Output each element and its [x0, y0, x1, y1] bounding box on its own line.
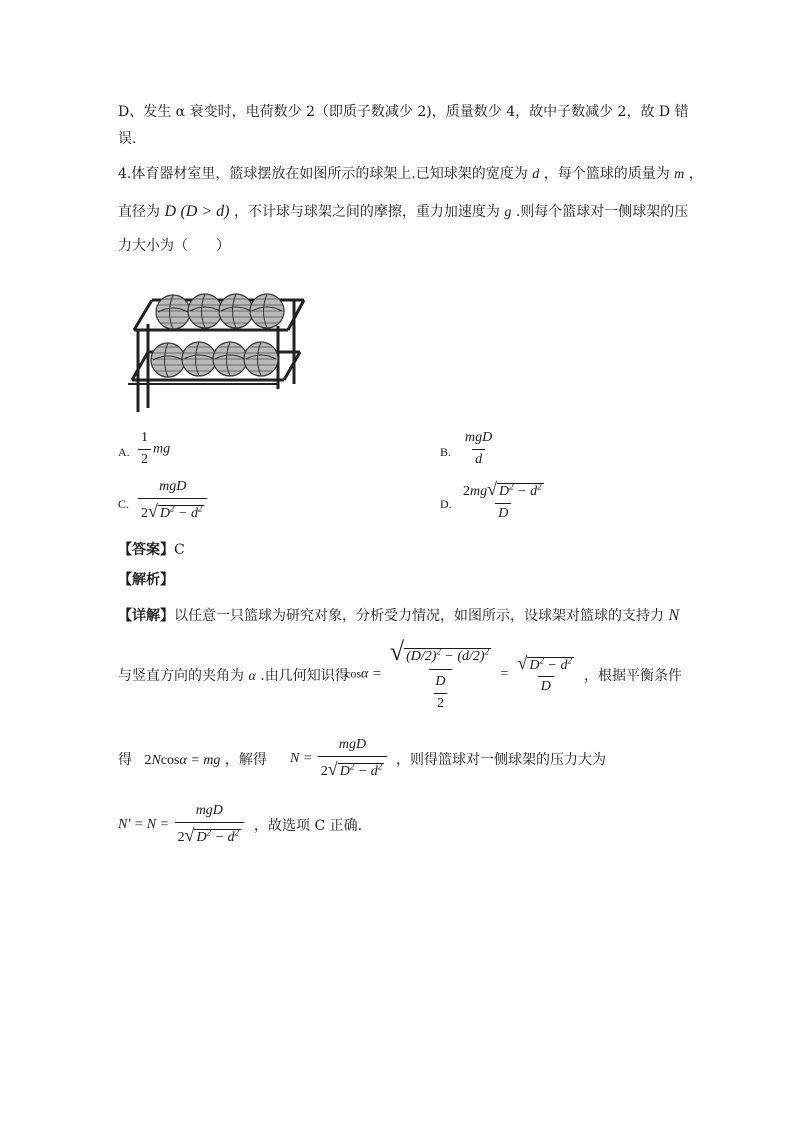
basketball-rack-figure [128, 284, 310, 412]
analysis-line: ，故选项 C 正确. [254, 818, 363, 834]
option-c-formula: $\frac{\text{mgD}}{2√ D^2 - d^2}$ [136, 479, 209, 523]
cos-alpha-formula: cosα = $\frac{√ (D/2)^2 - (d/2)^2}{\frac{D}{2}}$ = $\frac{√ D^2 - d^2}{D}$ [345, 637, 572, 711]
n-prime-formula: N' = N = $\frac{\text{mgD}}{2√ D^2 - d^2}$ [118, 803, 246, 847]
analysis-line: ，则得篮球对一侧球架的压力大为 [396, 752, 606, 768]
question-line: 直径为 D (D > d) ，不计球与球架之间的摩擦，重力加速度为 g .则每个篮球对一侧球架的压 [118, 203, 689, 220]
option-b-label: B. [440, 445, 452, 459]
question-line: 力大小为（ ） [118, 238, 230, 254]
answer-line: 【答案】C [118, 542, 185, 558]
option-a-formula: $\frac{1}{2}$ mg [136, 430, 170, 469]
text-line: 误． [118, 131, 146, 147]
analysis-line: ，根据平衡条件 [584, 668, 682, 684]
option-a-label: A. [118, 445, 130, 459]
option-c-label: C. [118, 497, 130, 511]
option-d-label: D. [440, 497, 452, 511]
question-line: 4.体育器材室里，篮球摆放在如图所示的球架上.已知球架的宽度为 d ，每个篮球的质量为 m ， [118, 166, 703, 182]
option-b-formula: $\frac{\text{mgD}}{d}$ [465, 430, 493, 467]
n-solution-formula: N = $\frac{\text{mgD}}{2√ D^2 - d^2}$ [290, 737, 389, 781]
analysis-line: 得 2Ncosα = mg ，解得 [118, 752, 267, 768]
analysis-line: 【详解】以任意一只篮球为研究对象，分析受力情况，如图所示，设球架对篮球的支持力 N [118, 607, 680, 624]
analysis-tag: 【解析】 [118, 572, 174, 588]
option-d-formula: $\frac{2mg√ D^2 - d^2}{D}$ [463, 479, 542, 521]
analysis-line: 与竖直方向的夹角为 α .由几何知识得 [118, 668, 349, 684]
text-line: D、发生 α 衰变时，电荷数少 2（即质子数减少 2)，质量数少 4，故中子数减少 2，故 D 错 [118, 104, 689, 120]
